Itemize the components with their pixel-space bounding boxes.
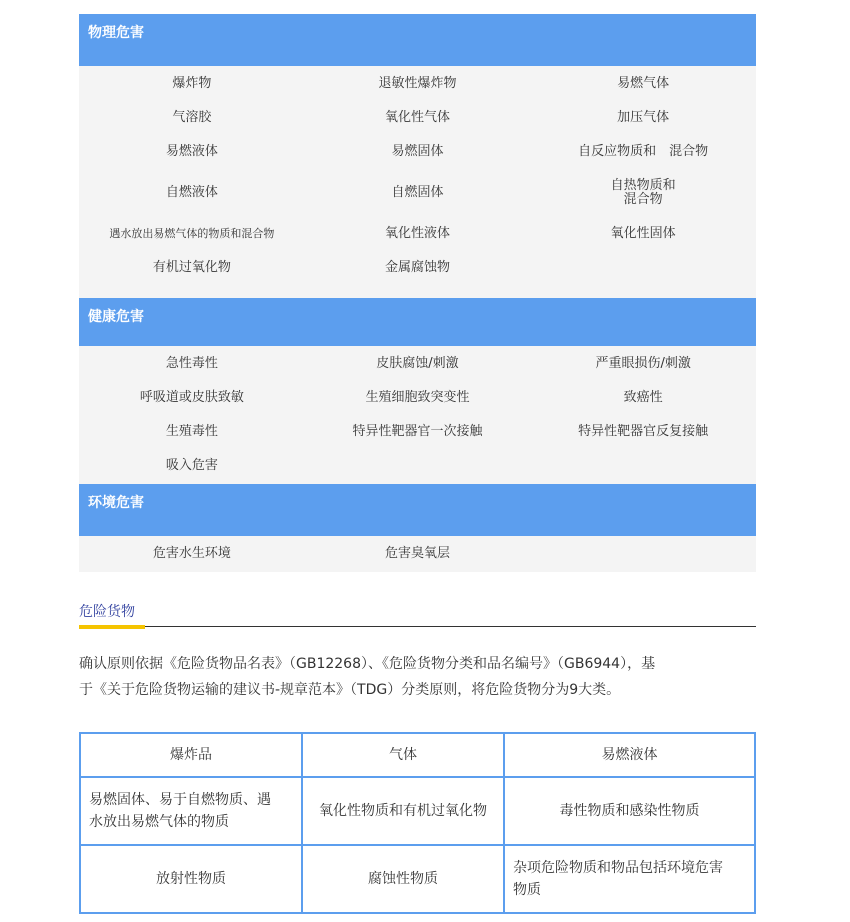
hazard-item: 吸入危害 [165, 458, 218, 473]
paragraph-line: 于《关于危险货物运输的建议书-规章范本》（TDG）分类原则，将危险货物分为9大类。 [79, 682, 621, 698]
table-cell: 氧化性物质和有机过氧化物 [302, 777, 504, 845]
hazard-item: 危害水生环境 [152, 546, 231, 561]
table-cell: 杂项危险物质和物品包括环境危害物质 [504, 845, 755, 913]
health-hazards-header [79, 298, 756, 346]
dangerous-goods-heading [79, 600, 756, 627]
health-hazards-title: 健康危害 [88, 309, 144, 325]
hazard-item: 退敏性爆炸物 [378, 76, 457, 91]
table-row [80, 845, 755, 913]
table-row [80, 777, 755, 845]
dangerous-goods-classes-table [79, 732, 756, 914]
environment-hazards-title: 环境危害 [88, 495, 144, 511]
physical-hazards-body [79, 66, 756, 298]
hazard-classification [79, 14, 756, 572]
hazard-item: 急性毒性 [165, 356, 218, 371]
hazard-item: 自反应物质和 混合物 [578, 144, 709, 159]
environment-hazards-body [79, 536, 756, 572]
table-cell: 毒性物质和感染性物质 [504, 777, 755, 845]
hazard-item: 加压气体 [617, 110, 670, 125]
hazard-item: 氧化性气体 [384, 110, 450, 125]
hazard-item: 易燃液体 [165, 144, 218, 159]
hazard-item: 危害臭氧层 [384, 546, 450, 561]
table-cell: 爆炸品 [80, 733, 302, 777]
hazard-item: 致癌性 [623, 390, 663, 405]
dangerous-goods-paragraph [79, 651, 756, 703]
hazard-item: 自燃固体 [391, 185, 444, 200]
hazard-item: 自燃液体 [165, 185, 218, 200]
hazard-item: 遇水放出易燃气体的物质和混合物 [109, 227, 275, 240]
table-row [80, 733, 755, 777]
hazard-item: 呼吸道或皮肤致敏 [139, 390, 244, 405]
hazard-item: 特异性靶器官反复接触 [578, 424, 709, 439]
hazard-item: 有机过氧化物 [152, 260, 231, 275]
table-cell: 易燃液体 [504, 733, 755, 777]
table-cell: 易燃固体、易于自燃物质、遇水放出易燃气体的物质 [80, 777, 302, 845]
paragraph-line: 确认原则依据《危险货物品名表》（GB12268）、《危险货物分类和品名编号》（GB6944），基 [79, 656, 656, 672]
title-underline-accent [79, 625, 145, 629]
hazard-item: 易燃气体 [617, 76, 670, 91]
environment-hazards-header [79, 484, 756, 536]
hazard-item: 气溶胶 [172, 110, 212, 125]
hazard-item: 金属腐蚀物 [384, 260, 450, 275]
table-cell: 腐蚀性物质 [302, 845, 504, 913]
health-hazards-body [79, 346, 756, 484]
dangerous-goods-title: 危险货物 [79, 604, 135, 620]
hazard-item: 自热物质和 混合物 [610, 178, 676, 207]
hazard-item: 皮肤腐蚀/刺激 [376, 356, 459, 371]
hazard-item: 生殖细胞致突变性 [365, 390, 470, 405]
table-cell: 气体 [302, 733, 504, 777]
hazard-item: 易燃固体 [391, 144, 444, 159]
hazard-item: 生殖毒性 [165, 424, 218, 439]
physical-hazards-header [79, 14, 756, 66]
hazard-item: 严重眼损伤/刺激 [595, 356, 691, 371]
hazard-item: 爆炸物 [172, 76, 212, 91]
hazard-item: 氧化性液体 [384, 226, 450, 241]
hazard-item: 特异性靶器官一次接触 [352, 424, 483, 439]
table-cell: 放射性物质 [80, 845, 302, 913]
physical-hazards-title: 物理危害 [88, 25, 144, 41]
hazard-item: 氧化性固体 [610, 226, 676, 241]
